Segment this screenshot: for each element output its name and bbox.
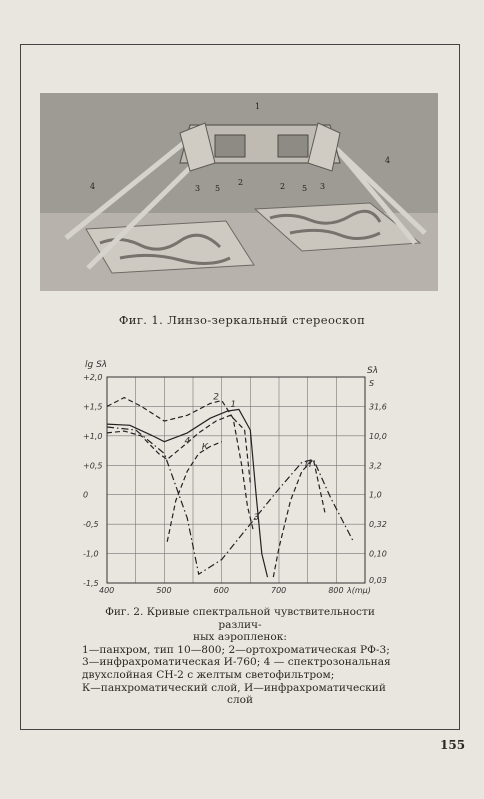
- y-left-tick-label: 0: [83, 490, 89, 500]
- stereoscope-illustration: [40, 93, 438, 291]
- y-left-tick-label: -1,5: [83, 579, 99, 588]
- y-right-tick-label: 31,6: [369, 402, 387, 412]
- y-right-tick-label: 10,0: [369, 431, 387, 441]
- callout-label: 4: [90, 182, 96, 191]
- stereoscope-photo: [40, 93, 438, 291]
- callout-label: 2: [280, 182, 286, 191]
- y-right-tick-label: 1,0: [369, 490, 382, 500]
- y-right-tick-label: S: [369, 378, 375, 388]
- series-line-К: [167, 442, 222, 542]
- caption-line: двухслойная СН-2 с желтым светофильтром;: [82, 668, 335, 681]
- callout-label: 5: [215, 184, 221, 193]
- y-right-axis-label: Sλ: [367, 366, 379, 376]
- callout-label: 3: [195, 184, 201, 193]
- spectral-sensitivity-chart: [0, 355, 484, 605]
- series-line-2: [107, 398, 253, 530]
- y-left-tick-label: +2,0: [83, 373, 103, 382]
- series-label-К: К: [201, 442, 209, 453]
- caption-line: К—панхроматический слой, И—инфрахроматический: [82, 681, 386, 694]
- y-right-tick-label: 0,10: [369, 549, 387, 559]
- caption-line: 1—панхром, тип 10—800; 2—ортохроматическая РФ-3;: [82, 643, 390, 656]
- callout-label: 4: [385, 156, 391, 165]
- caption-line: 3—инфрахроматическая И-760; 4 — спектрозональная: [82, 656, 391, 669]
- caption-line: слой: [226, 694, 254, 707]
- figure-1-caption: Фиг. 1. Линзо-зеркальный стереоскоп: [118, 313, 366, 327]
- y-left-tick-label: -0,5: [83, 520, 99, 530]
- series-line-1: [107, 409, 268, 577]
- figure-2-caption: [82, 606, 398, 707]
- x-tick-label: 400: [99, 586, 115, 595]
- series-label-2: 2: [213, 392, 219, 403]
- y-right-tick-label: 3,2: [369, 461, 382, 471]
- series-label-1: 1: [230, 400, 237, 411]
- series-label-4: 4: [184, 436, 191, 447]
- y-right-tick-label: 0,03: [369, 576, 387, 586]
- x-tick-label: 700: [271, 586, 287, 595]
- callout-label: 3: [320, 182, 326, 191]
- y-left-tick-label: +1,0: [83, 431, 103, 441]
- x-tick-label: 800: [328, 586, 344, 595]
- callout-label: 1: [255, 102, 261, 111]
- y-left-tick-label: +0,5: [83, 461, 103, 471]
- series-line-И: [273, 459, 325, 577]
- series-label-И: И: [304, 460, 312, 471]
- callout-label: 2: [238, 178, 244, 187]
- series-line-3: [107, 427, 354, 574]
- x-axis-label: λ(mμ): [347, 586, 371, 595]
- x-tick-label: 500: [156, 586, 172, 595]
- y-left-tick-label: -1,0: [83, 549, 99, 559]
- page-number: 155: [440, 738, 466, 752]
- callout-label: 5: [302, 184, 308, 193]
- y-right-tick-label: 0,32: [369, 520, 387, 530]
- y-left-tick-label: +1,5: [83, 402, 103, 412]
- caption-line: ных аэропленок:: [193, 631, 287, 644]
- y-left-axis-label: lg Sλ: [85, 360, 108, 370]
- x-tick-label: 600: [213, 586, 229, 595]
- series-label-3: 3: [253, 513, 260, 524]
- caption-line: Фиг. 2. Кривые спектральной чувствительности различ-: [105, 606, 375, 631]
